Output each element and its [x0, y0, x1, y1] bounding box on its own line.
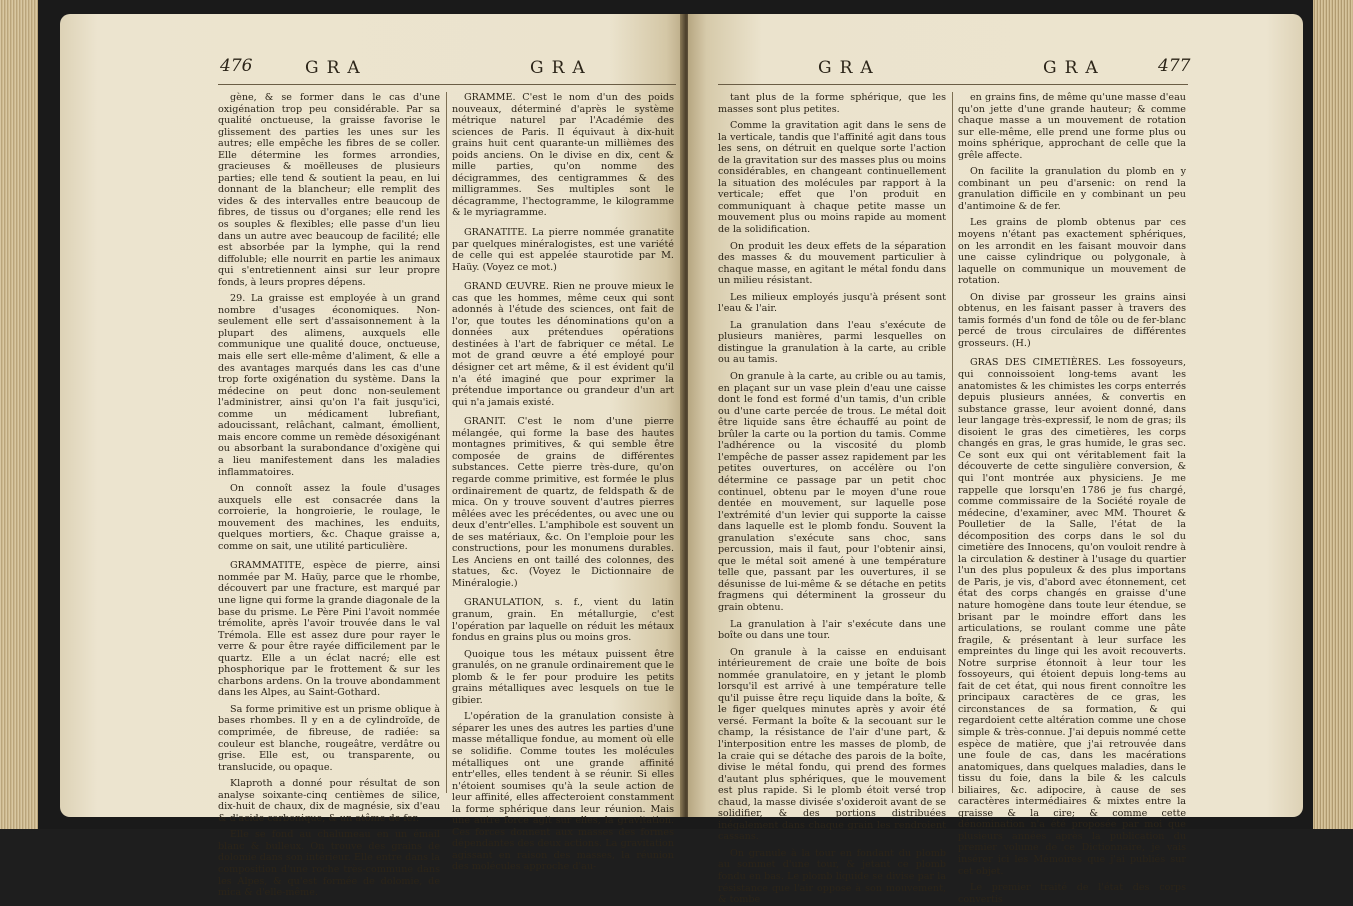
- paragraph: On granule à la caisse en enduisant intérieurement de craie une boîte de bois nommée granulatoire, en y jetant le plomb lorsqu'il est arrivé à une température telle qu'il puisse être reçu liquide dans la boîte, & le figer quelques minutes après y avoir été versé. Fermant la boîte & la secouant sur le champ, la résistance de l'air d'une part, & l'interposition entre les masses de plomb, de la craie qui se détache des parois de la boîte, divise le métal fondu, qui prend des formes d'autant plus sphériques, que le mouvement est plus rapide. Si le plomb étoit versé trop chaud, la masse divisée s'oxideroit avant de se solidifier, & des portions distribuées inégalement dans chaque grain les rendroient cassans.: [718, 646, 946, 843]
- page-edges-left: [0, 0, 38, 829]
- page-edges-right: [1313, 0, 1353, 829]
- entry-gramme: GRAMME. C'est le nom d'un des poids nouveaux, déterminé d'après le système métrique naturel par l'Académie des sciences de Paris. Il équivaut à dix-huit grains huit cent quarante-un millièmes des poids anciens. On le divise en dix, cent & mille parties, qu'on nomme des décigrammes, des centigrammes & des milligrammes. Ses multiples sont le décagramme, l'hectogramme, le kilogramme & le myriagramme.: [452, 92, 674, 219]
- paragraph: Klaproth a donné pour résultat de son analyse soixante-cinq centièmes de silice, dix-huit de chaux, dix de magnésie, six d'eau & d'acide carbonique, & un atôme de fer.: [218, 778, 440, 824]
- running-head-left-1: GRA: [305, 58, 368, 78]
- paragraph: La granulation dans l'eau s'exécute de plusieurs manières, parmi lesquelles on distingue la granulation à la carte, au crible ou au tamis.: [718, 319, 946, 366]
- right-page-column-2: [958, 92, 1186, 905]
- paragraph: Quoique tous les métaux puissent être granulés, on ne granule ordinairement que le plomb & le fer pour produire les petits grains métalliques avec lesquels on tue le gibier.: [452, 648, 674, 706]
- entry-grammatite: GRAMMATITE, espèce de pierre, ainsi nommée par M. Haüy, parce que le rhombe, découvert par une fracture, est marqué par une ligne qui forme la grande diagonale de la base du prisme. Le Père Pini l'avoit nommée trémolite, après l'avoir trouvée dans le val Trémola. Elle est assez dure pour rayer le verre & pour être rayée difficilement par le quartz. Elle a un éclat nacré; elle est phosphorique par le frottement & sur les charbons ardens. On la trouve abondamment dans les Alpes, au Saint-Gothard.: [218, 560, 440, 699]
- header-rule-left: [218, 84, 676, 85]
- left-page: [60, 14, 685, 899]
- paragraph: 29. La graisse est employée à un grand nombre d'usages économiques. Non-seulement elle sert d'assaisonnement à la plupart des alimens, auxquels elle communique une qualité douce, onctueuse, mais elle sert elle-même d'aliment, & elle a des avantages marqués dans les cas d'une trop forte oxigénation du système. Dans la médecine on peut donc non-seulement l'administrer, ainsi qu'on l'a fait jusqu'ici, comme un médicament lubrefiant, adoucissant, relâchant, calmant, émollient, mais encore comme un remède désoxigénant ou absorbant la surabondance d'oxigène qui a lieu manifestement dans les maladies inflammatoires.: [218, 293, 440, 478]
- paragraph: tant plus de la forme sphérique, que les masses sont plus petites.: [718, 92, 946, 115]
- paragraph: Le premier traité de l'état des corps convertis: [958, 882, 1186, 905]
- paragraph: L'opération de la granulation consiste à séparer les unes des autres les parties d'une masse métallique fondue, au moment où elle se solidifie. Comme toutes les molécules métalliques ont une grande affinité entr'elles, elles tendent à se réunir. Si elles n'étoient soumises qu'à la seule action de leur affinité, elles affecteroient constamment la forme sphérique dans leur réunion. Mais une autre force agit sur elles, la gravitation. Ces forces donnent aux masses des formes dépendantes des deux actions. La gravitation agissant en raison des masses, la réunion des molécules approche d'au-: [452, 711, 674, 873]
- column-divider-right: [952, 92, 953, 793]
- paragraph: Sa forme primitive est un prisme oblique à bases rhombes. Il y en a de cylindroïde, de comprimée, de fibreuse, de radiée: sa couleur est blanche, rougeâtre, verdâtre ou grise. Elle est, ou transparente, ou translucide, ou opaque.: [218, 703, 440, 773]
- right-page: [688, 14, 1303, 906]
- right-page-column-1: [718, 92, 946, 906]
- column-divider-left: [446, 92, 447, 793]
- paragraph: gène, & se former dans le cas d'une oxigénation trop peu considérable. Par sa qualité onctueuse, la graisse favorise le glissement des parties les unes sur les autres; elle empêche les fibres de se coller. Elle détermine les formes arrondies, gracieuses & moëlleuses de plusieurs parties; elle tend & soutient la peau, en lui donnant de la blancheur; elle remplit des vides & des intervalles entre beaucoup de fibres, de tissus ou d'organes; elle rend les os souples & flexibles; elle passe d'un lieu dans un autre avec beaucoup de facilité; elle est absorbée par la lymphe, qui la rend diffoluble; elle nourrit en partie les animaux qui s'entretiennent ainsi sur leur propre fonds, à leurs propres dépens.: [218, 92, 440, 288]
- running-head-right-1: GRA: [818, 58, 881, 78]
- left-page-column-1: [218, 92, 440, 899]
- paragraph: On granule à la tour en fondant du plomb au sommet d'une tour, & jetant ce plomb fondu en bas. Le plomb liquide se divise par la résistance que l'air oppose à son mouvement, & tombe: [718, 847, 946, 906]
- left-page-column-2: [452, 92, 674, 873]
- page-number-left: 476: [220, 56, 253, 76]
- page-number-right: 477: [1158, 56, 1191, 76]
- paragraph: Elle se fond au chalumeau en un émail blanc & bulleux. On trouve des grains de dolomie dans son intérieur. Elle entre dans la composition d'une roche très-commune dans les Alpes, & qu'est formée de dolomie, de mica & d'elle-même.: [218, 829, 440, 899]
- paragraph: Les grains de plomb obtenus par ces moyens n'étant pas exactement sphériques, on les arrondit en les faisant mouvoir dans une caisse cylindrique ou polygonale, à laquelle on communique un mouvement de rotation.: [958, 217, 1186, 287]
- entry-granatite: GRANATITE. La pierre nommée granatite par quelques minéralogistes, est une variété de celle qui est appelée staurotide par M. Haüy. (Voyez ce mot.): [452, 227, 674, 273]
- entry-gras-des-cimetieres: GRAS DES CIMETIÈRES. Les fossoyeurs, qui connoissoient long-tems avant les anatomistes & les chimistes les corps enterrés depuis plusieurs années, & convertis en substance grasse, leur avoient donné, dans leur langage très-expressif, le nom de gras; ils disoient le gras des cimetières, les corps changés en gras, le gras humide, le gras sec. Ce sont eux qui ont véritablement fait la découverte de cette singulière conversion, & qui l'ont montrée aux physiciens. Je me rappelle que lorsqu'en 1786 je fus chargé, comme commissaire de la Société royale de médecine, d'examiner, avec MM. Thouret & Poulletier de la Salle, l'état de la décomposition des corps dans le sol du cimetière des Innocens, qu'on vouloit rendre à la circulation & destiner à l'usage du quartier l'un des plus populeux & des plus importans de Paris, je vis, d'abord avec étonnement, cet état des corps changés en graisse d'une nature homogène dans toute leur étendue, se brisant par le moindre effort dans les articulations, se roulant comme une pâte fragile, & présentant à leur surface les empreintes du linge qui les avoit recouverts. Notre surprise étonnoit à leur tour les fossoyeurs, qui étoient depuis long-tems au fait de cet état, qui nous firent connoître les principaux caractères de ce gras, les circonstances de sa formation, & qui regardoient cette altération comme une chose simple & très-connue. J'ai depuis nommé cette espèce de matière, que j'ai retrouvée dans une foule de cas, dans les macérations anatomiques, dans quelques maladies, dans le tissu du foie, dans la bile & les calculs biliaires, &c. adipocire, à cause de ses caractères intermédiaires & mixtes entre la graisse & la cire; & comme cette dénomination n'a été proposée par moi que plusieurs années après la publication du premier volume de ce Dictionnaire, je vais insérer ici les Mémoires que j'ai publiés sur cet objet.: [958, 357, 1186, 877]
- paragraph: On facilite la granulation du plomb en y combinant un peu d'arsenic: on rend la granulation difficile en y combinant un peu d'antimoine & de fer.: [958, 166, 1186, 212]
- header-rule-right: [718, 84, 1188, 85]
- paragraph: On divise par grosseur les grains ainsi obtenus, en les faisant passer à travers des tamis formés d'un fond de tôle ou de fer-blanc percé de trous circulaires de différentes grosseurs. (H.): [958, 291, 1186, 349]
- paragraph: Comme la gravitation agit dans le sens de la verticale, tandis que l'affinité agit dans tous les sens, on détruit en quelque sorte l'action de la gravitation sur des masses plus ou moins considérables, en changeant continuellement la situation des molécules par rapport à la verticale; effet que l'on produit en communiquant à chaque petite masse un mouvement plus ou moins rapide au moment de la solidification.: [718, 120, 946, 236]
- paragraph: On connoît assez la foule d'usages auxquels elle est consacrée dans la corroierie, la hongroierie, le roulage, le mouvement des machines, les enduits, quelques mortiers, &c. Chaque graisse a, comme on sait, une utilité particulière.: [218, 483, 440, 552]
- running-head-right-2: GRA: [1043, 58, 1106, 78]
- paragraph: On produit les deux effets de la séparation des masses & du mouvement particulier à chaque masse, en agitant le métal fondu dans un milieu résistant.: [718, 240, 946, 287]
- entry-granulation: GRANULATION, s. f., vient du latin granum, grain. En métallurgie, c'est l'opération par laquelle on réduit les métaux fondus en grains plus ou moins gros.: [452, 597, 674, 644]
- running-head-left-2: GRA: [530, 58, 593, 78]
- entry-grand-oeuvre: GRAND ŒUVRE. Rien ne prouve mieux le cas que les hommes, même ceux qui sont adonnés à l'étude des sciences, ont fait de l'or, que toutes les dénominations qu'on a données aux prétendues opérations destinées à l'art de fabriquer ce métal. Le mot de grand œuvre a été employé pour désigner cet art même, & il est évident qu'il n'a été imaginé que pour exprimer la prétendue importance ou grandeur d'un art qui n'a jamais existé.: [452, 281, 674, 408]
- paragraph: en grains fins, de même qu'une masse d'eau qu'on jette d'une grande hauteur; & comme chaque masse a un mouvement de rotation sur elle-même, elle prend une forme plus ou moins sphérique, approchant de celle que la grêle affecte.: [958, 92, 1186, 161]
- paragraph: Les milieux employés jusqu'à présent sont l'eau & l'air.: [718, 291, 946, 315]
- paragraph: On granule à la carte, au crible ou au tamis, en plaçant sur un vase plein d'eau une caisse dont le fond est formé d'un tamis, d'un crible ou d'une carte percée de trous. Le métal doit être liquide sans être échauffé au point de brûler la carte ou la portion du tamis. Comme l'adhérence ou la viscosité du plomb l'empêche de passer assez rapidement par les petites ouvertures, on accélère ou l'on détermine ce passage par un petit choc continuel, obtenu par le moyen d'une roue dentée en mouvement, sur laquelle pose l'extrémité d'un levier qui supporte la caisse dans laquelle est le plomb fondu. Souvent la granulation s'exécute sans choc, sans percussion, mais il faut, pour l'obtenir ainsi, que le métal soit amené à une température telle que, passant par les ouvertures, il se désunisse de lui-même & se détache en petits fragmens qui déterminent la grosseur du grain obtenu.: [718, 371, 946, 613]
- paragraph: La granulation à l'air s'exécute dans une boîte ou dans une tour.: [718, 618, 946, 642]
- entry-granit: GRANIT. C'est le nom d'une pierre mélangée, qui forme la base des hautes montagnes primitives, & qui semble être composée de grains de différentes substances. Cette pierre très-dure, qu'on regarde comme primitive, est formée le plus ordinairement de quartz, de feldspath & de mica. On y trouve souvent d'autres pierres mêlées avec les précédentes, ou avec une ou deux d'entr'elles. L'amphibole est souvent un de ses matériaux, &c. On l'emploie pour les constructions, pour les monumens durables. Les Anciens en ont taillé des colonnes, des statues, &c. (Voyez le Dictionnaire de Minéralogie.): [452, 416, 674, 589]
